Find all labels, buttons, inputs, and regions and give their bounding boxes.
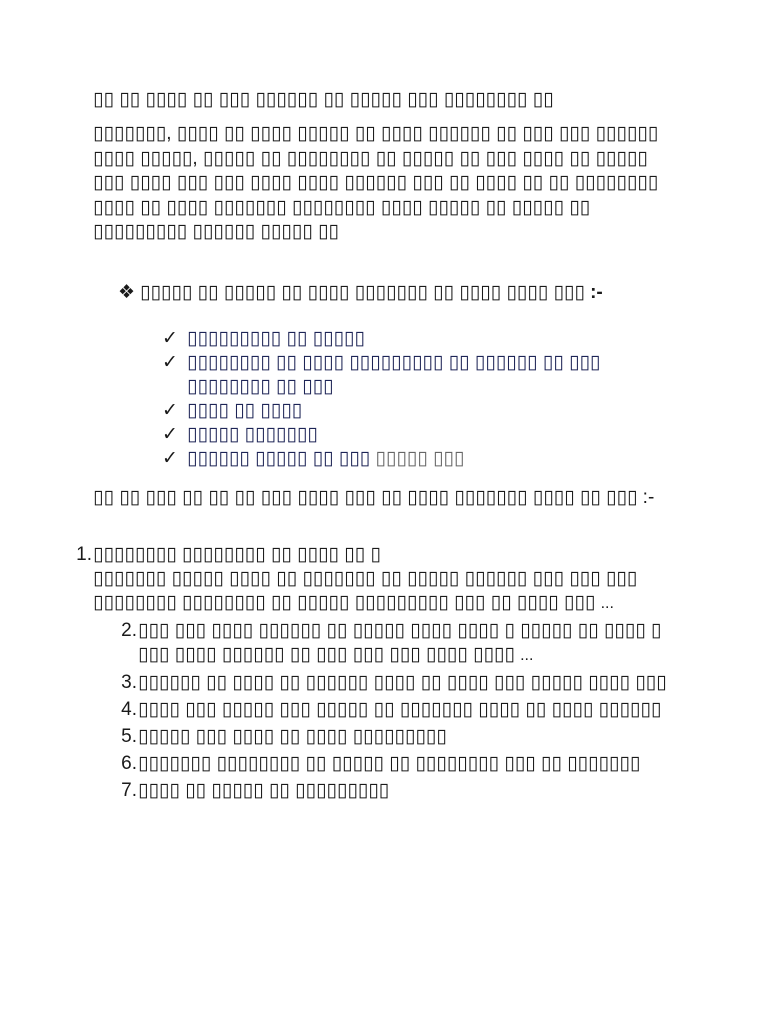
checkmark-icon: ✓	[162, 424, 178, 445]
list-item-title: ▯▯▯▯▯▯▯▯ ▯▯▯▯▯▯▯▯ ▯▯ ▯▯▯▯ ▯▯ ▯	[93, 544, 381, 565]
list-item-ellipsis: ...	[600, 595, 614, 612]
list-item-ellipsis: ...	[520, 647, 534, 664]
check-item-text: ▯▯▯▯▯▯ ▯▯▯▯▯ ▯▯ ▯▯▯	[187, 448, 371, 469]
check-item	[162, 399, 662, 423]
numbered-list	[0, 543, 768, 806]
checkmark-icon: ✓	[162, 448, 178, 469]
check-item	[162, 351, 662, 399]
checkmark-icon: ✓	[162, 328, 178, 349]
list-item-number: 7.	[121, 780, 137, 801]
list-item-text: ▯▯▯▯▯▯ ▯▯ ▯▯▯▯ ▯▯ ▯▯▯▯▯▯ ▯▯▯▯ ▯▯ ▯▯▯▯ ▯▯▯ ▯▯▯▯▯ ▯▯▯▯ ▯▯▯	[138, 672, 667, 693]
check-item-text: ▯▯▯▯▯ ▯▯▯▯▯▯▯	[187, 424, 318, 445]
list-item-text: ▯▯▯▯ ▯▯ ▯▯▯▯▯ ▯▯ ▯▯▯▯▯▯▯▯▯	[138, 780, 390, 801]
list-item-number: 6.	[121, 753, 137, 774]
list-item	[0, 752, 673, 776]
list-item-text: ▯▯▯▯▯▯▯ ▯▯▯▯▯▯▯▯ ▯▯ ▯▯▯▯▯ ▯▯ ▯▯▯▯▯▯▯▯ ▯▯▯ ▯▯ ▯▯▯▯▯▯▯	[138, 753, 641, 774]
check-item-text: ▯▯▯▯▯▯▯▯ ▯▯ ▯▯▯▯ ▯▯▯▯▯▯▯▯▯ ▯▯ ▯▯▯▯▯▯ ▯▯ ▯▯▯ ▯▯▯▯▯▯▯▯ ▯▯ ▯▯▯	[187, 352, 601, 397]
list-item-body: ▯▯▯▯▯▯▯ ▯▯▯▯▯ ▯▯▯▯ ▯▯ ▯▯▯▯▯▯▯ ▯▯ ▯▯▯▯▯ ▯▯▯▯▯▯ ▯▯▯ ▯▯▯ ▯▯▯ ▯▯▯▯▯▯▯▯ ▯▯▯▯▯▯▯▯ ▯▯ ▯▯▯▯▯ ▯▯▯▯▯▯▯▯▯ ▯▯▯ ▯▯ ▯▯▯▯ ▯▯▯	[93, 568, 638, 613]
paragraph-intro-body: ▯▯▯▯▯▯▯, ▯▯▯▯ ▯▯ ▯▯▯▯ ▯▯▯▯▯ ▯▯ ▯▯▯▯ ▯▯▯▯▯▯ ▯▯ ▯▯▯ ▯▯▯ ▯▯▯▯▯▯ ▯▯▯▯ ▯▯▯▯▯, ▯▯▯▯▯ ▯▯ ▯▯▯▯▯▯▯▯ ▯▯ ▯▯▯▯▯ ▯▯ ▯▯▯ ▯▯▯▯ ▯▯ ▯▯▯▯▯ ▯▯▯ ▯▯▯▯ ▯▯▯ ▯▯▯ ▯▯▯▯ ▯▯▯▯ ▯▯▯▯▯▯ ▯▯▯ ▯▯ ▯▯▯▯ ▯▯ ▯▯ ▯▯▯▯▯▯▯▯ ▯▯▯▯ ▯▯ ▯▯▯▯ ▯▯▯▯▯▯▯ ▯▯▯▯▯▯▯▯ ▯▯▯▯ ▯▯▯▯▯ ▯▯ ▯▯▯▯▯ ▯▯ ▯▯▯▯▯▯▯▯▯ ▯▯▯▯▯▯ ▯▯▯▯▯ ▯▯	[93, 123, 659, 242]
paragraph-intro-line: ▯▯ ▯▯ ▯▯▯▯ ▯▯ ▯▯▯ ▯▯▯▯▯▯ ▯▯ ▯▯▯▯▯ ▯▯▯ ▯▯▯▯▯▯▯▯ ▯▯	[93, 89, 554, 110]
list-item	[0, 779, 673, 803]
check-item-text: ▯▯▯▯ ▯▯ ▯▯▯▯	[187, 400, 303, 421]
list-item-number: 1.	[76, 544, 92, 565]
diamond-bullet-icon: ❖	[118, 282, 136, 303]
check-item	[162, 327, 662, 351]
check-item-tail-text: ▯▯▯▯▯ ▯▯▯	[375, 448, 465, 469]
checkmark-icon: ✓	[162, 352, 178, 373]
list-item	[0, 543, 673, 616]
check-item-text: ▯▯▯▯▯▯▯▯▯ ▯▯ ▯▯▯▯▯	[187, 328, 365, 349]
list-item-text: ▯▯▯▯ ▯▯▯ ▯▯▯▯▯ ▯▯▯ ▯▯▯▯▯ ▯▯ ▯▯▯▯▯▯▯ ▯▯▯▯ ▯▯ ▯▯▯▯ ▯▯▯▯▯▯	[138, 699, 662, 720]
diamond-bullet-heading	[118, 281, 678, 305]
checkmark-list	[162, 327, 662, 471]
check-item	[162, 447, 662, 471]
list-item	[0, 619, 673, 668]
list-item	[0, 698, 673, 722]
check-item	[162, 423, 662, 447]
list-item-number: 2.	[121, 620, 137, 641]
paragraph-list-intro: ▯▯ ▯▯ ▯▯▯ ▯▯ ▯▯ ▯▯ ▯▯▯ ▯▯▯▯ ▯▯▯ ▯▯ ▯▯▯▯ ▯▯▯▯▯▯▯ ▯▯▯▯ ▯▯ ▯▯▯ :-	[93, 487, 655, 508]
list-item	[0, 671, 673, 695]
list-item-text: ▯▯▯ ▯▯▯ ▯▯▯▯ ▯▯▯▯▯▯ ▯▯ ▯▯▯▯▯ ▯▯▯▯ ▯▯▯▯ ▯ ▯▯▯▯▯ ▯▯ ▯▯▯▯ ▯ ▯▯▯ ▯▯▯▯ ▯▯▯▯▯▯ ▯▯ ▯▯▯ ▯▯▯ ▯▯▯ ▯▯▯▯ ▯▯▯▯	[138, 620, 662, 665]
list-item-number: 5.	[121, 726, 137, 747]
list-item-number: 3.	[121, 672, 137, 693]
bullet-heading-text: ▯▯▯▯▯ ▯▯ ▯▯▯▯▯ ▯▯ ▯▯▯▯ ▯▯▯▯▯▯▯ ▯▯ ▯▯▯▯ ▯▯▯▯ ▯▯▯ :-	[140, 282, 603, 303]
checkmark-icon: ✓	[162, 400, 178, 421]
list-item-number: 4.	[121, 699, 137, 720]
list-item	[0, 725, 673, 749]
list-item-text: ▯▯▯▯▯ ▯▯▯ ▯▯▯▯ ▯▯ ▯▯▯▯ ▯▯▯▯▯▯▯▯▯	[138, 726, 447, 747]
